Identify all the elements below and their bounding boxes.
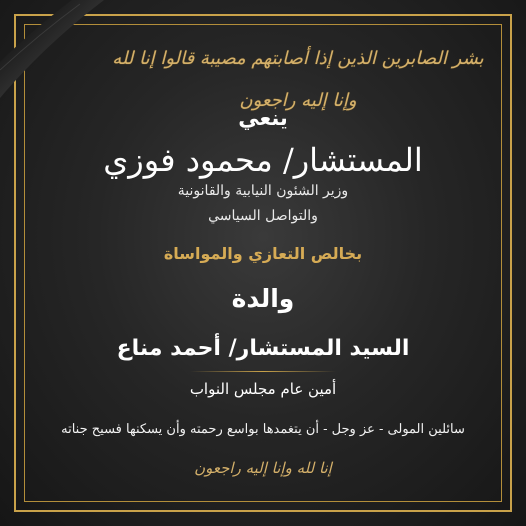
relation-label: والدة <box>231 284 295 313</box>
prayer-text: سائلين المولى - عز وجل - أن يتغمدها بواسع رحمته وأن يسكنها فسيح جناته <box>61 422 465 437</box>
divider <box>190 371 336 372</box>
condolence-phrase: بخالص التعازي والمواساة <box>163 244 363 263</box>
relative-title: أمين عام مجلس النواب <box>189 380 337 398</box>
deceased-title-line1: وزير الشئون النيابية والقانونية <box>177 183 349 199</box>
announces-label: ينعي <box>238 106 288 130</box>
deceased-title-line2: والتواصل السياسي <box>208 208 318 224</box>
quran-verse-top: بشر الصابرين الذين إذا أصابتهم مصيبة قالوا إنا لله وإنا إليه راجعون <box>112 48 484 111</box>
relative-name: السيد المستشار/ أحمد مناع <box>116 336 410 361</box>
deceased-name: المستشار/ محمود فوزي <box>103 141 423 179</box>
quran-verse-bottom: إنا لله وإنا إليه راجعون <box>194 459 332 477</box>
